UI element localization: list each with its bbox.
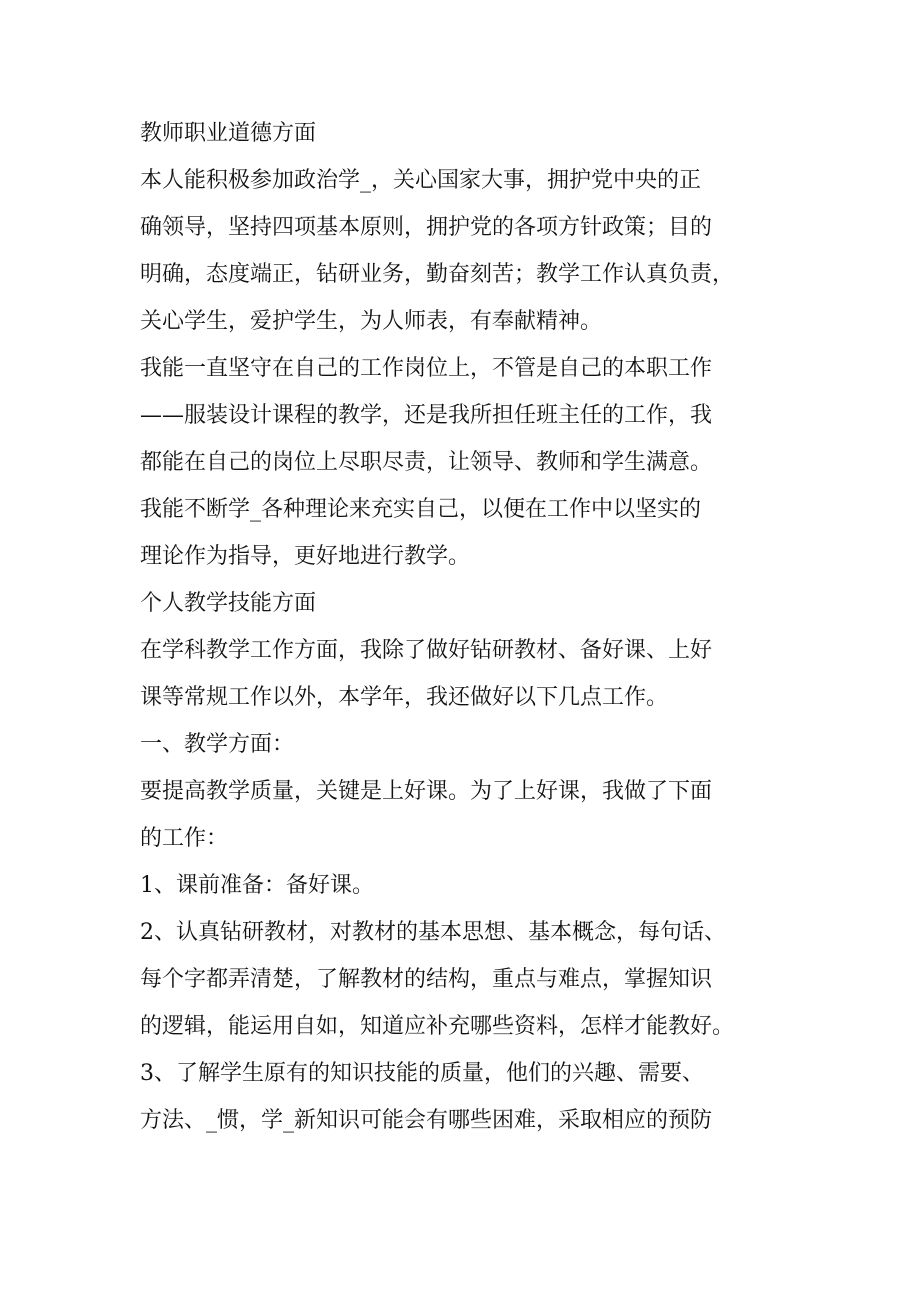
text-line: 要提高教学质量，关键是上好课。为了上好课，我做了下面 [140, 779, 713, 804]
text-line: 都能在自己的岗位上尽职尽责，让领导、教师和学生满意。 [140, 450, 713, 475]
text-line: ——服装设计课程的教学，还是我所担任班主任的工作，我 [140, 403, 713, 428]
text-line: 个人教学技能方面 [140, 591, 317, 616]
section-heading-skills [140, 580, 800, 627]
text-line: 教师职业道德方面 [140, 121, 317, 146]
paragraph-political-study [140, 157, 800, 345]
text-line: 本人能积极参加政治学_，关心国家大事，拥护党中央的正 [140, 168, 702, 193]
subheading-teaching [140, 721, 800, 768]
document-body [140, 110, 800, 1144]
text-line: 在学科教学工作方面，我除了做好钻研教材、备好课、上好 [140, 638, 713, 663]
text-line: 1、课前准备：备好课。 [140, 873, 374, 898]
list-item-3 [140, 1050, 800, 1144]
text-line: 确领导，坚持四项基本原则，拥护党的各项方针政策；目的 [140, 215, 713, 240]
paragraph-teaching-work [140, 627, 800, 721]
list-item-2 [140, 909, 800, 1050]
text-line: 我能一直坚守在自己的工作岗位上，不管是自己的本职工作 [140, 356, 713, 381]
text-line: 每个字都弄清楚，了解教材的结构，重点与难点，掌握知识 [140, 967, 713, 992]
text-line: 我能不断学_各种理论来充实自己，以便在工作中以坚实的 [140, 497, 702, 522]
section-heading-ethics [140, 110, 800, 157]
text-line: 关心学生，爱护学生，为人师表，有奉献精神。 [140, 309, 603, 334]
text-line: 明确，态度端正，钻研业务，勤奋刻苦；教学工作认真负责， [140, 262, 735, 287]
paragraph-theory-study [140, 486, 800, 580]
text-line: 的工作： [140, 826, 229, 851]
text-line: 2、认真钻研教材，对教材的基本思想、基本概念，每句话、 [140, 920, 726, 945]
text-line: 课等常规工作以外，本学年，我还做好以下几点工作。 [140, 685, 669, 710]
paragraph-quality [140, 768, 800, 862]
list-item-1 [140, 862, 800, 909]
paragraph-work-post [140, 345, 800, 486]
text-line: 3、了解学生原有的知识技能的质量，他们的兴趣、需要、 [140, 1061, 704, 1086]
text-line: 一、教学方面： [140, 732, 295, 757]
text-line: 理论作为指导，更好地进行教学。 [140, 544, 471, 569]
text-line: 的逻辑，能运用自如，知道应补充哪些资料，怎样才能教好。 [140, 1014, 735, 1039]
text-line: 方法、_惯，学_新知识可能会有哪些困难，采取相应的预防 [140, 1108, 713, 1133]
